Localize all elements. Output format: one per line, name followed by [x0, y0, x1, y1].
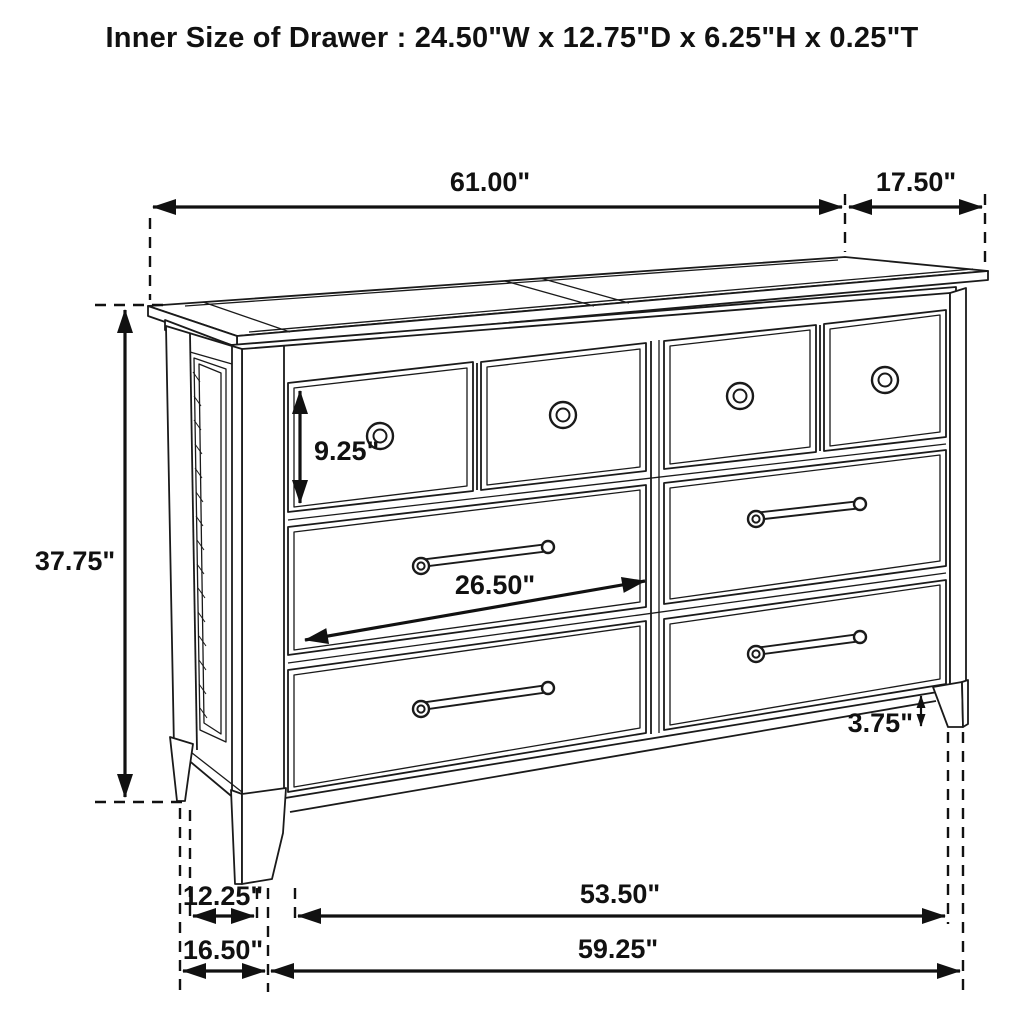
- dresser-side-panel: [166, 326, 242, 805]
- front-right-leg: [933, 682, 963, 727]
- page-title: Inner Size of Drawer : 24.50"W x 12.75"D x 6.25"H x 0.25"T: [105, 22, 919, 54]
- drawer-top-4: [824, 310, 946, 451]
- dim-label-top-width: 61.00": [449, 167, 531, 197]
- dim-label-top-depth: 17.50": [875, 167, 957, 197]
- front-right-leg-side: [962, 680, 968, 727]
- front-left-leg: [242, 788, 286, 884]
- dim-label-base-width: 59.25": [577, 934, 659, 964]
- dim-label-top-drawer-height: 9.25": [314, 436, 380, 466]
- drawer-top-2: [481, 343, 646, 490]
- dim-label-leg-height: 3.75": [847, 708, 913, 738]
- front-left-leg-side: [231, 790, 242, 884]
- dim-top-depth: [849, 167, 985, 266]
- dim-label-base-depth: 16.50": [182, 935, 264, 965]
- dim-label-leg-span-depth: 12.25": [182, 881, 264, 911]
- back-left-leg: [170, 737, 193, 801]
- drawer-top-3: [664, 325, 816, 469]
- dim-label-drawer-width: 26.50": [454, 570, 536, 600]
- dim-label-leg-span-width: 53.50": [579, 879, 661, 909]
- dim-label-overall-height: 37.75": [34, 546, 116, 576]
- dim-overall-height: [35, 305, 188, 802]
- dresser-drawing: [148, 257, 988, 884]
